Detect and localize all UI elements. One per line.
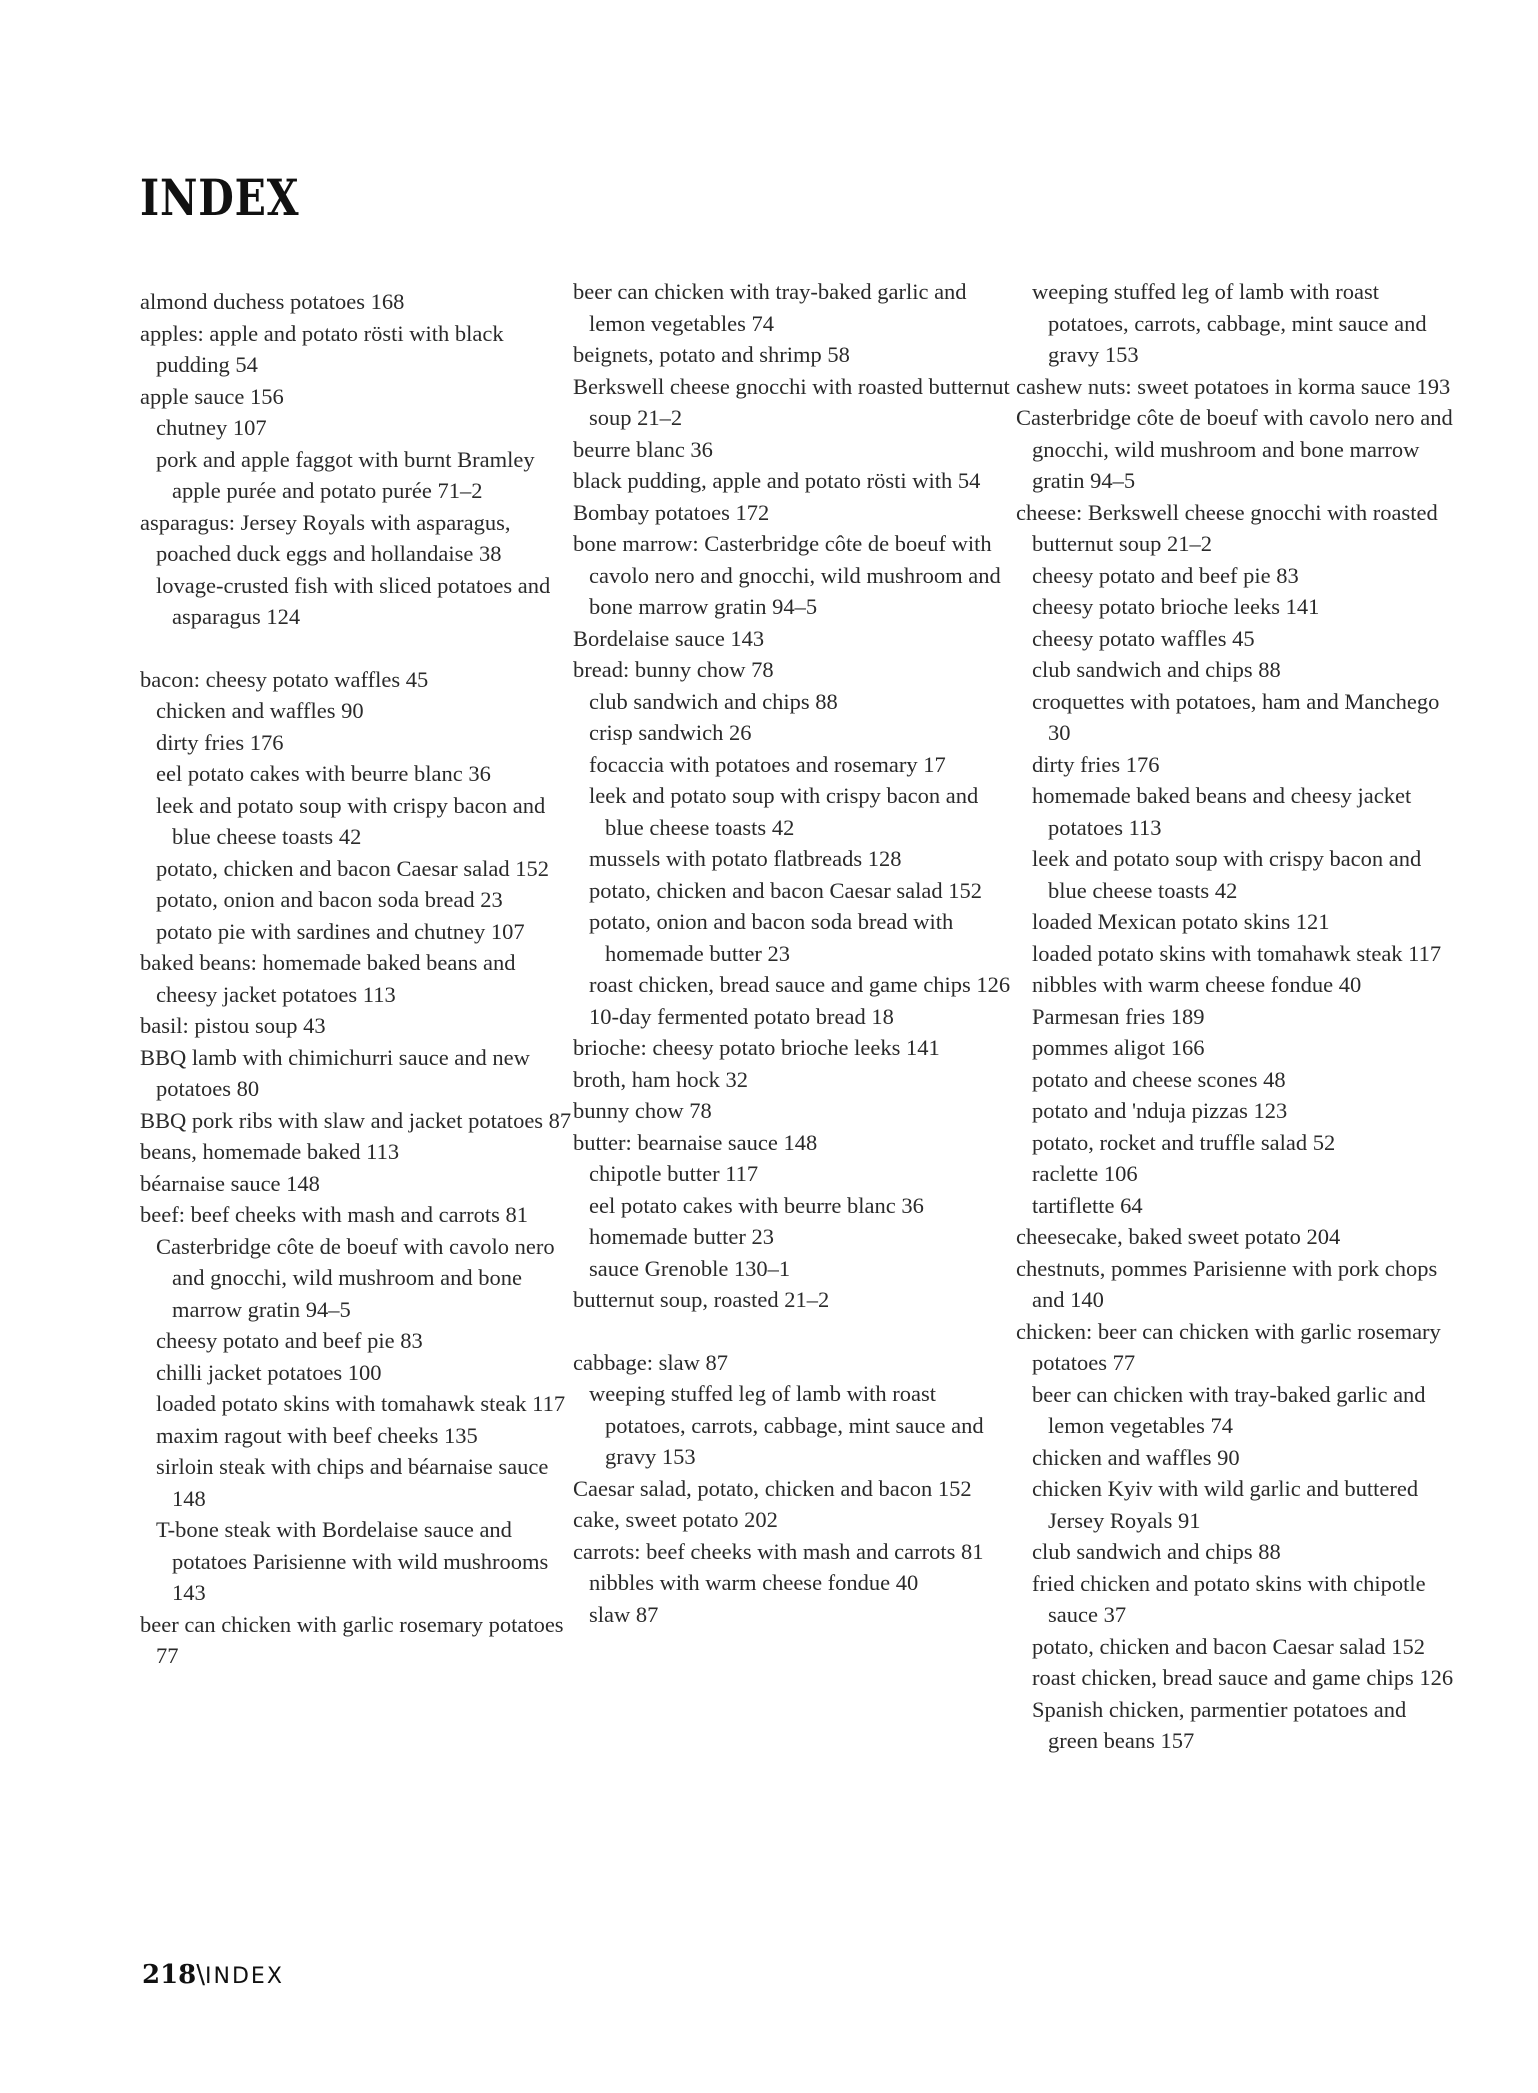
index-subentry: dirty fries 176 (1032, 751, 1160, 777)
index-subentry: chicken and waffles 90 (156, 698, 364, 723)
index-subentry: lovage-crusted fish with sliced potatoes and asparagus 124 (156, 572, 551, 629)
index-entry: beer can chicken with tray-baked garlic and lemon vegetables 74 (573, 279, 967, 336)
index-entry: cheesecake, baked sweet potato 204 (1016, 1224, 1341, 1249)
index-subentry: fried chicken and potato skins with chipotle sauce 37 (1032, 1570, 1426, 1627)
index-entry: butter: bearnaise sauce 148 (573, 1129, 818, 1155)
index-subentry: homemade butter 23 (589, 1224, 774, 1249)
index-subentry: potato, onion and bacon soda bread with homemade butter 23 (589, 909, 954, 966)
index-subentry: pommes aligot 166 (1032, 1035, 1205, 1060)
index-subentry: weeping stuffed leg of lamb with roast potatoes, carrots, cabbage, mint sauce and gravy 153 (1032, 279, 1427, 367)
index-entry: béarnaise sauce 148 (140, 1170, 320, 1196)
index-entry: cabbage: slaw 87 (573, 1349, 728, 1375)
index-subentry: club sandwich and chips 88 (589, 688, 838, 714)
index-subentry: T-bone steak with Bordelaise sauce and potatoes Parisienne with wild mushrooms 143 (156, 1517, 549, 1605)
index-entry: black pudding, apple and potato rösti with 54 (573, 468, 981, 493)
index-subentry: potato, chicken and bacon Caesar salad 152 (1032, 1633, 1425, 1659)
index-entry: BBQ lamb with chimichurri sauce and new potatoes 80 (140, 1044, 530, 1101)
index-entry: cake, sweet potato 202 (573, 1507, 778, 1532)
index-subentry: chicken and waffles 90 (1032, 1444, 1240, 1470)
index-entry: Bombay potatoes 172 (573, 499, 770, 525)
index-subentry: nibbles with warm cheese fondue 40 (589, 1570, 919, 1595)
index-entry: broth, ham hock 32 (573, 1066, 748, 1092)
page-footer (142, 1960, 284, 1990)
index-column-2 (573, 276, 1013, 1630)
index-subentry: loaded Mexican potato skins 121 (1032, 909, 1330, 934)
index-subentry: chipotle butter 117 (589, 1161, 759, 1186)
index-subentry: potato, chicken and bacon Caesar salad 152 (156, 855, 549, 881)
index-subentry: crisp sandwich 26 (589, 720, 752, 745)
index-subentry: Spanish chicken, parmentier potatoes and green beans 157 (1032, 1696, 1407, 1753)
index-entry: Berkswell cheese gnocchi with roasted butternut soup 21–2 (573, 373, 1010, 430)
index-column-3 (1016, 276, 1456, 1757)
index-subentry: slaw 87 (589, 1601, 659, 1627)
index-entry: asparagus: Jersey Royals with asparagus, poached duck eggs and hollandaise 38 (140, 509, 511, 566)
index-column-1 (140, 286, 580, 1672)
index-subentry: chicken Kyiv with wild garlic and buttered Jersey Royals 91 (1032, 1476, 1419, 1533)
page-title: INDEX (140, 168, 300, 227)
index-entry: bone marrow: Casterbridge côte de boeuf with cavolo nero and gnocchi, wild mushroom and bone marrow gratin 94–5 (573, 531, 1001, 619)
index-entry: Caesar salad, potato, chicken and bacon 152 (573, 1475, 972, 1501)
index-subentry: chutney 107 (156, 415, 267, 440)
index-subentry: club sandwich and chips 88 (1032, 657, 1281, 682)
section-gap (140, 633, 580, 664)
index-subentry: mussels with potato flatbreads 128 (589, 846, 902, 871)
index-entry: beef: beef cheeks with mash and carrots 81 (140, 1202, 528, 1227)
section-gap (573, 1316, 1013, 1347)
index-subentry: sirloin steak with chips and béarnaise sauce 148 (156, 1454, 549, 1511)
index-entry: chicken: beer can chicken with garlic rosemary potatoes 77 (1016, 1318, 1441, 1375)
footer-label: INDEX (205, 1964, 284, 1989)
index-entry: bacon: cheesy potato waffles 45 (140, 666, 429, 692)
index-entry: BBQ pork ribs with slaw and jacket potatoes 87 (140, 1107, 572, 1133)
index-subentry: croquettes with potatoes, ham and Manchego 30 (1032, 688, 1440, 745)
index-subentry: leek and potato soup with crispy bacon and blue cheese toasts 42 (1032, 846, 1422, 903)
index-subentry: eel potato cakes with beurre blanc 36 (589, 1192, 924, 1218)
index-entry: butternut soup, roasted 21–2 (573, 1287, 830, 1312)
index-entry: apple sauce 156 (140, 383, 284, 409)
page-number: 218 (142, 1960, 197, 1990)
index-subentry: potato and 'nduja pizzas 123 (1032, 1098, 1288, 1123)
index-entry: beurre blanc 36 (573, 436, 713, 462)
index-subentry: leek and potato soup with crispy bacon and blue cheese toasts 42 (589, 783, 979, 840)
index-entry: carrots: beef cheeks with mash and carrots 81 (573, 1538, 984, 1564)
index-entry: apples: apple and potato rösti with black pudding 54 (140, 320, 504, 377)
index-subentry: maxim ragout with beef cheeks 135 (156, 1422, 478, 1448)
index-subentry: focaccia with potatoes and rosemary 17 (589, 751, 946, 777)
index-subentry: potato pie with sardines and chutney 107 (156, 918, 525, 944)
index-entry: brioche: cheesy potato brioche leeks 141 (573, 1035, 940, 1060)
index-entry: Casterbridge côte de boeuf with cavolo nero and gnocchi, wild mushroom and bone marrow gratin 94–5 (1016, 405, 1453, 493)
index-subentry: beer can chicken with tray-baked garlic and lemon vegetables 74 (1032, 1381, 1426, 1438)
index-subentry: cheesy potato waffles 45 (1032, 625, 1255, 651)
index-subentry: pork and apple faggot with burnt Bramley apple purée and potato purée 71–2 (156, 446, 535, 503)
index-entry: cashew nuts: sweet potatoes in korma sauce 193 (1016, 373, 1451, 399)
index-subentry: tartiflette 64 (1032, 1192, 1143, 1218)
index-subentry: roast chicken, bread sauce and game chips 126 (1032, 1665, 1454, 1690)
index-subentry: potato, chicken and bacon Caesar salad 152 (589, 877, 982, 903)
index-entry: chestnuts, pommes Parisienne with pork chops and 140 (1016, 1255, 1438, 1312)
index-subentry: leek and potato soup with crispy bacon and blue cheese toasts 42 (156, 792, 546, 849)
index-subentry: cheesy potato brioche leeks 141 (1032, 594, 1320, 619)
index-subentry: dirty fries 176 (156, 729, 284, 755)
index-entry: beer can chicken with garlic rosemary potatoes 77 (140, 1611, 564, 1668)
index-subentry: raclette 106 (1032, 1161, 1138, 1186)
index-subentry: cheesy potato and beef pie 83 (156, 1328, 423, 1353)
index-subentry: homemade baked beans and cheesy jacket potatoes 113 (1032, 783, 1412, 840)
index-entry: almond duchess potatoes 168 (140, 289, 405, 314)
index-subentry: eel potato cakes with beurre blanc 36 (156, 761, 491, 786)
index-subentry: potato and cheese scones 48 (1032, 1066, 1286, 1092)
index-subentry: roast chicken, bread sauce and game chips 126 (589, 972, 1011, 997)
index-entry: Bordelaise sauce 143 (573, 625, 765, 651)
index-entry: cheese: Berkswell cheese gnocchi with roasted butternut soup 21–2 (1016, 499, 1438, 556)
index-entry: basil: pistou soup 43 (140, 1013, 326, 1038)
index-subentry: loaded potato skins with tomahawk steak 117 (156, 1391, 566, 1416)
index-subentry: Casterbridge côte de boeuf with cavolo nero and gnocchi, wild mushroom and bone marrow gratin 94–5 (156, 1233, 555, 1322)
footer-separator: \ (196, 1960, 206, 1990)
index-subentry: cheesy potato and beef pie 83 (1032, 562, 1299, 588)
index-entry: beans, homemade baked 113 (140, 1139, 400, 1164)
index-subentry: nibbles with warm cheese fondue 40 (1032, 972, 1362, 997)
index-entry: beignets, potato and shrimp 58 (573, 342, 850, 367)
index-subentry: sauce Grenoble 130–1 (589, 1255, 791, 1281)
index-entry: bread: bunny chow 78 (573, 657, 774, 682)
index-subentry: chilli jacket potatoes 100 (156, 1359, 382, 1385)
index-subentry: potato, rocket and truffle salad 52 (1032, 1129, 1336, 1155)
index-subentry: 10-day fermented potato bread 18 (589, 1003, 894, 1029)
index-subentry: weeping stuffed leg of lamb with roast potatoes, carrots, cabbage, mint sauce and gravy 153 (589, 1381, 984, 1469)
index-subentry: Parmesan fries 189 (1032, 1003, 1205, 1029)
index-subentry: loaded potato skins with tomahawk steak 117 (1032, 940, 1442, 966)
index-subentry: potato, onion and bacon soda bread 23 (156, 887, 503, 912)
index-subentry: club sandwich and chips 88 (1032, 1539, 1281, 1564)
index-entry: baked beans: homemade baked beans and cheesy jacket potatoes 113 (140, 950, 516, 1007)
index-entry: bunny chow 78 (573, 1098, 712, 1123)
